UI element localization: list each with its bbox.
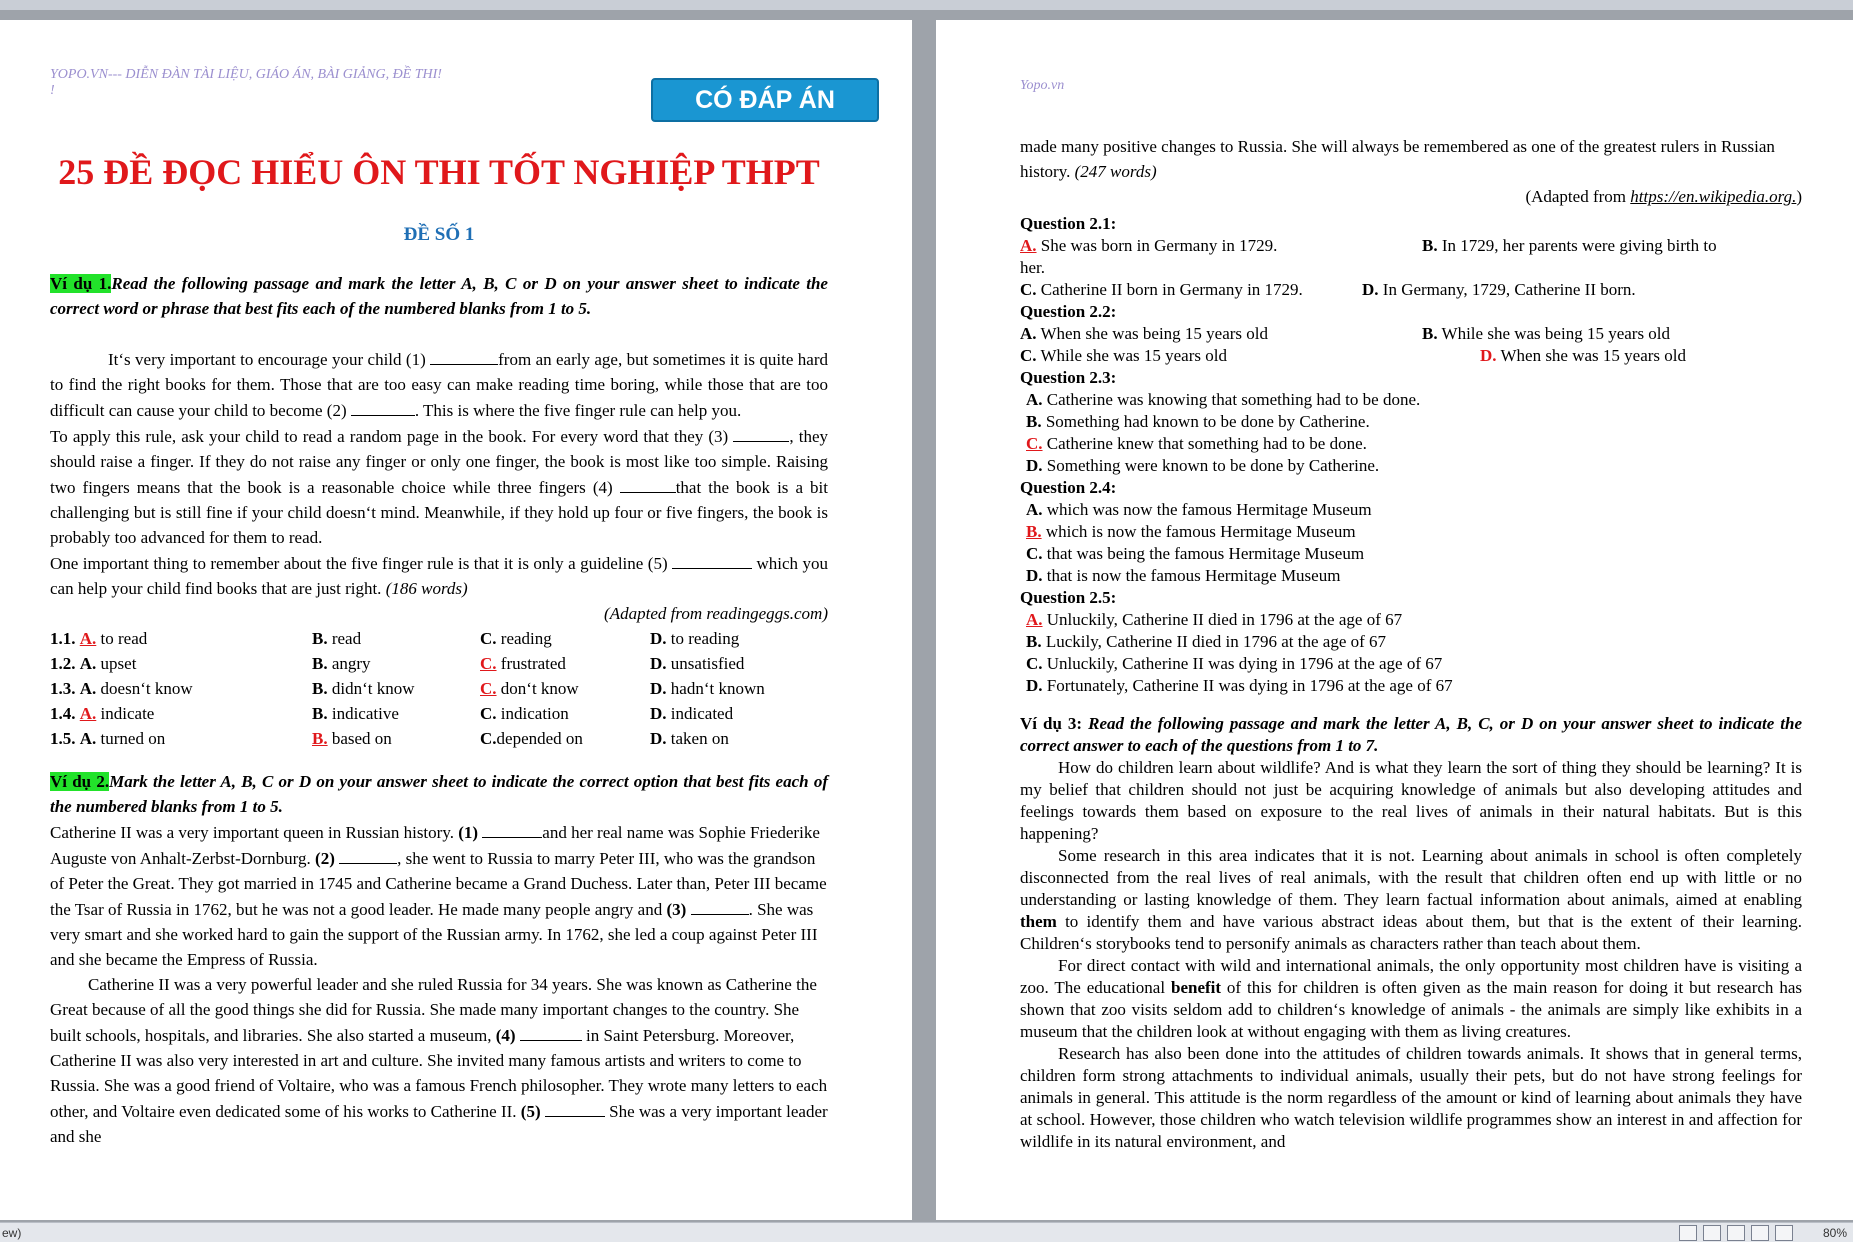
exercise-2-instruction: Ví dụ 2.Mark the letter A, B, C or D on your answer sheet to indicate the correct option that best fits each of the numbered blanks from 1 to 5. <box>50 772 828 816</box>
question-heading: Question 2.5: <box>1020 588 1117 607</box>
zoom-level[interactable]: 80% <box>1822 1226 1847 1240</box>
exercise-1-paragraph-2: To apply this rule, ask your child to read a random page in the book. For every word that they (3) , they should raise a finger. If they do not raise any finger or only one finger, the book is most like too simple. Raising two fingers means that the book is a reasonable choice while three fingers (4) that the book is a bit challenging but is still fine if your child doesn‘t mind. Meanwhile, if they hold up four or five fingers, the book is probably too advanced for them to read. <box>50 423 828 550</box>
status-bar <box>0 1222 1853 1242</box>
exercise-2-paragraph-1: Catherine II was a very important queen in Russian history. (1) and her real name was Sophie Friederike Auguste von Anhalt-Zerbst-Dornburg. (2) , she went to Russia to marry Peter III, who was the grandson of Peter the Great. They got married in 1745 and Catherine became a Grand Duchess. Later than, Peter III became the Tsar of Russia in 1762, but he was not a good leader. He made many people angry and (3) . She was very smart and she worked hard to gain the support of the Russian army. In 1762, she led a coup against Peter III and she became the Empress of Russia. <box>50 819 828 972</box>
question-options: A. When she was being 15 years old B. While she was being 15 years old <box>1020 324 1671 343</box>
question-heading: Question 2.3: <box>1020 368 1117 387</box>
document-page-left[interactable] <box>0 20 912 1220</box>
exercise-3-passage <box>1020 757 1802 1153</box>
question-options: A. Unluckily, Catherine II died in 1796 at the age of 67 B. Luckily, Catherine II died in 1796 at the age of 67 C. Unluckily, Catherine II was dying in 1796 at the age of 67 D. Fortunately, Catherine II was dying in 1796 at the age of 67 <box>1026 610 1453 695</box>
question-row: 1.2. A. upset B. angry C. frustrated D. unsatisfied <box>50 654 745 673</box>
question-row: 1.4. A. indicate B. indicative C. indication D. indicated <box>50 704 734 723</box>
exercise-1-instruction: Ví dụ 1.Read the following passage and mark the letter A, B, C or D on your answer sheet to indicate the correct word or phrase that best fits each of the numbered blanks from 1 to 5. <box>50 274 828 318</box>
site-header-right: Yopo.vn <box>1020 78 1065 93</box>
exercise-1-paragraph-3: One important thing to remember about the five finger rule is that it is only a guideline (5) which you can help your child find books that are just right. (186 words) <box>50 550 828 601</box>
source-link[interactable]: https://en.wikipedia.org. <box>1630 187 1797 206</box>
exercise-3-paragraph: For direct contact with wild and international animals, the only opportunity most children have is visiting a zoo. The educational benefit of this for children is often given as the main reason for doing it but research has shown that zoo visits seldom add to children‘s knowledge of animals - the animals are simply like exhibits in a museum that the children look at without engaging with them as living creatures. <box>1020 956 1802 1041</box>
outline-view-icon[interactable] <box>1751 1225 1769 1241</box>
exercise-3-paragraph: How do children learn about wildlife? And is what they learn the sort of thing they should be learning? It is my belief that children should not just be acquiring knowledge of animals but also developing attitudes and feelings towards them based on exposure to the real lives of animals in their natural habitats. But is this happening? <box>1020 758 1802 843</box>
question-options: C. Catherine II born in Germany in 1729. D. In Germany, 1729, Catherine II born. <box>1020 280 1636 299</box>
exercise-3-paragraph: Some research in this area indicates that it is not. Learning about animals in school is often completely disconnected from the real lives of real animals, with the result that children often end up with little or no understanding or lasting knowledge of them. They learn factual information about animals, aimed at enabling them to identify them and have various abstract ideas about them, but that is the extent of their learning. Children‘s storybooks tend to personify animals as characters rather than teach about them. <box>1020 846 1802 953</box>
question-option-wrap: her. <box>1020 258 1046 277</box>
document-page-right[interactable] <box>936 20 1853 1220</box>
answer-badge: CÓ ĐÁP ÁN <box>651 78 879 122</box>
question-options: A. which was now the famous Hermitage Museum B. which is now the famous Hermitage Museum C. that was being the famous Hermitage Museum D. that is now the famous Hermitage Museum <box>1026 500 1372 585</box>
question-heading: Question 2.2: <box>1020 302 1117 321</box>
document-title: 25 ĐỀ ĐỌC HIỂU ÔN THI TỐT NGHIỆP THPT <box>58 152 820 192</box>
exercise-1-source: (Adapted from readingeggs.com) <box>604 604 828 623</box>
full-screen-view-icon[interactable] <box>1703 1225 1721 1241</box>
web-layout-view-icon[interactable] <box>1727 1225 1745 1241</box>
exercise-3-instruction: Ví dụ 3: Read the following passage and mark the letter A, B, C, or D on your answer sheet to indicate the correct answer to each of the questions from 1 to 7. <box>1020 714 1802 755</box>
window-top-border <box>0 0 1853 10</box>
exercise-1-paragraph-1: It‘s very important to encourage your child (1) from an early age, but sometimes it is quite hard to find the right books for them. Those that are too easy can make reading time boring, while those that are too difficult can cause your child to become (2) . This is where the five finger rule can help you. <box>50 346 828 423</box>
question-row: 1.1. A. to read B. read C. reading D. to reading <box>50 629 740 648</box>
question-heading: Question 2.1: <box>1020 214 1117 233</box>
question-row: 1.3. A. doesn‘t know B. didn‘t know C. don‘t know D. hadn‘t known <box>50 679 765 698</box>
question-options: A. She was born in Germany in 1729. B. In 1729, her parents were giving birth to <box>1020 236 1717 255</box>
exercise-1-tag: Ví dụ 1. <box>50 274 112 293</box>
passage-continuation: made many positive changes to Russia. She will always be remembered as one of the greatest rulers in Russian history. (247 words) <box>1020 137 1775 181</box>
exercise-2-source: (Adapted from https://en.wikipedia.org.) <box>1525 187 1802 206</box>
view-mode-buttons <box>1679 1225 1793 1241</box>
exercise-2-questions <box>1020 213 1802 697</box>
status-view-label: ew) <box>2 1226 22 1240</box>
print-layout-view-icon[interactable] <box>1679 1225 1697 1241</box>
exercise-3-tag: Ví dụ 3: <box>1020 714 1089 733</box>
question-heading: Question 2.4: <box>1020 478 1117 497</box>
question-row: 1.5. A. turned on B. based on C.depended on D. taken on <box>50 729 729 748</box>
exercise-2-paragraph-2: Catherine II was a very powerful leader and she ruled Russia for 34 years. She was known as Catherine the Great because of all the good things she did for Russia. She made many important changes to the country. She built schools, hospitals, and libraries. She also started a museum, (4) in Saint Petersburg. Moreover, Catherine II was also very interested in art and culture. She invited many famous artists and writers to come to Russia. She was a good friend of Voltaire, who was a famous French philosopher. They wrote many letters to each other, and Voltaire even dedicated some of his works to Catherine II. (5) She was a very important leader and she <box>50 975 828 1146</box>
draft-view-icon[interactable] <box>1775 1225 1793 1241</box>
exercise-3-paragraph: Research has also been done into the attitudes of children towards animals. It shows that in general terms, children form strong attachments to individual animals, usually their pets, but do not have strong feelings for animals in general. This attitude is the norm regardless of the amount or kind of learning about animals they have at school. However, those children who watch television wildlife programmes show an interest in and affection for wildlife in its natural environment, and <box>1020 1044 1802 1151</box>
left-page-content <box>50 150 828 1149</box>
question-options: C. While she was 15 years old D. When she was 15 years old <box>1020 346 1687 365</box>
right-page-content <box>1020 134 1802 1153</box>
site-header-left: YOPO.VN--- DIỄN ĐÀN TÀI LIỆU, GIÁO ÁN, BÀI GIẢNG, ĐỀ THI! ! <box>50 67 442 98</box>
exam-number: ĐỀ SỐ 1 <box>403 224 475 245</box>
question-options: A. Catherine was knowing that something had to be done. B. Something had known to be done by Catherine. C. Catherine knew that something had to be done. D. Something were known to be done by Catherine. <box>1026 390 1421 475</box>
exercise-1-questions <box>50 626 828 751</box>
page-gap <box>912 20 936 1220</box>
exercise-2-tag: Ví dụ 2. <box>50 772 110 791</box>
